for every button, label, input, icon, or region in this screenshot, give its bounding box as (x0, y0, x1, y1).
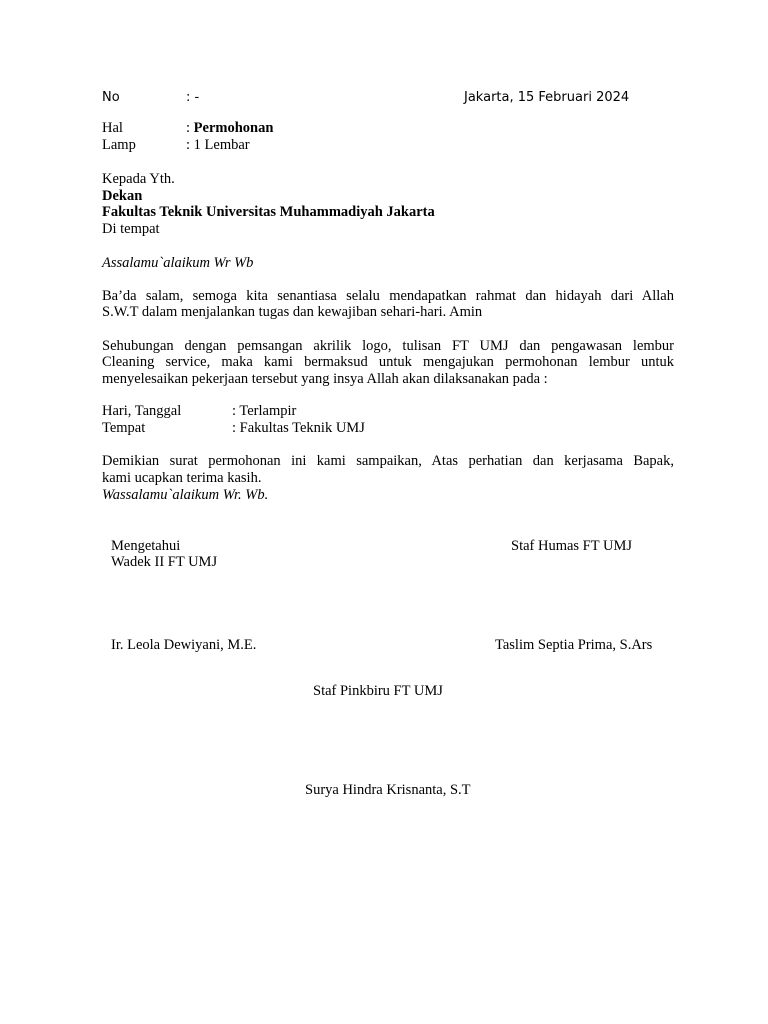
day-date-label: Hari, Tanggal (102, 403, 182, 419)
opening-salutation: Assalamu`alaikum Wr Wb (102, 255, 254, 271)
recipient-title: Dekan (102, 188, 143, 204)
closing-line-1: Demikian surat permohonan ini kami sampaikan, Atas perhatian dan kerjasama Bapak, (102, 453, 674, 469)
recipient-institution: Fakultas Teknik Universitas Muhammadiyah Jakarta (102, 204, 435, 220)
location-value: : Fakultas Teknik UMJ (232, 420, 365, 436)
right-signer-name: Taslim Septia Prima, S.Ars (495, 637, 653, 653)
center-signer-role: Staf Pinkbiru FT UMJ (313, 683, 443, 699)
paragraph-2-line-1: Sehubungan dengan pemsangan akrilik logo, tulisan FT UMJ dan pengawasan lembur (102, 338, 674, 354)
recipient-greeting: Kepada Yth. (102, 171, 175, 187)
letter-number-label: No (102, 90, 120, 105)
subject-label: Hal (102, 120, 123, 136)
letter-number-value: : - (186, 90, 200, 105)
left-signer-name: Ir. Leola Dewiyani, M.E. (111, 637, 257, 653)
closing-line-2: kami ucapkan terima kasih. (102, 470, 262, 486)
letter-date: Jakarta, 15 Februari 2024 (464, 90, 630, 105)
attachment-value: : 1 Lembar (186, 137, 250, 153)
right-signer-role: Staf Humas FT UMJ (511, 538, 632, 554)
attachment-label: Lamp (102, 137, 136, 153)
location-label: Tempat (102, 420, 146, 436)
paragraph-1-line-1: Ba’da salam, semoga kita senantiasa selalu mendapatkan rahmat dan hidayah dari Allah (102, 288, 674, 304)
subject-colon: : (186, 120, 191, 136)
paragraph-2-line-2: Cleaning service, maka kami bermaksud untuk mengajukan permohonan lembur untuk (102, 354, 674, 370)
paragraph-1-line-2: S.W.T dalam menjalankan tugas dan kewajiban sehari-hari. Amin (102, 304, 483, 320)
paragraph-2-line-3: menyelesaikan pekerjaan tersebut yang insya Allah akan dilaksanakan pada : (102, 371, 548, 387)
subject-text: Permohonan (193, 120, 274, 136)
day-date-value: : Terlampir (232, 403, 297, 419)
left-signer-role-2: Wadek II FT UMJ (111, 554, 218, 570)
center-signer-name: Surya Hindra Krisnanta, S.T (305, 782, 471, 798)
recipient-place: Di tempat (102, 221, 160, 237)
subject-value (186, 120, 273, 137)
closing-farewell: Wassalamu`alaikum Wr. Wb. (102, 487, 269, 503)
left-signer-role-1: Mengetahui (111, 538, 181, 554)
